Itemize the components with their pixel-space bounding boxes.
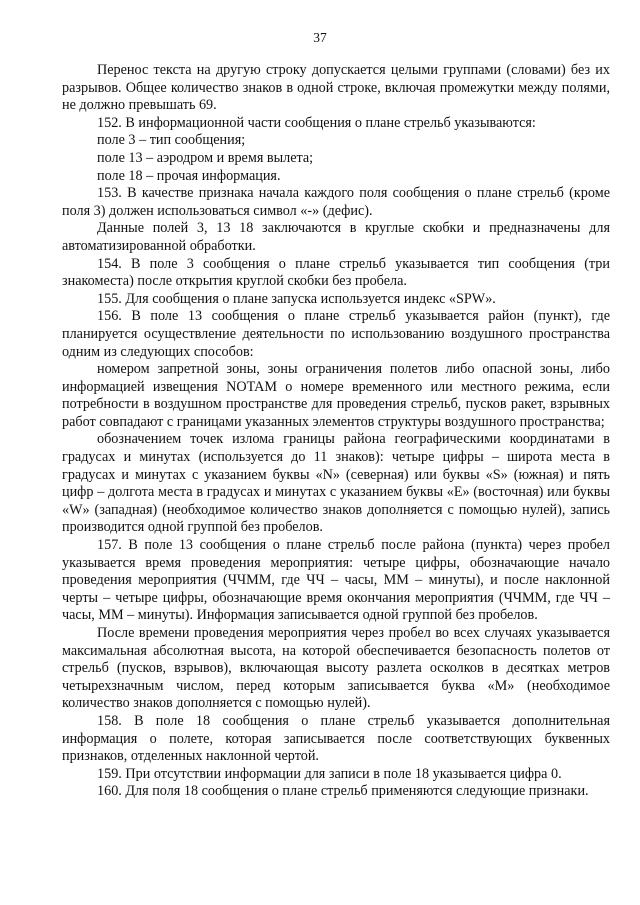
paragraph-line-wrap-rule: Перенос текста на другую строку допускается целыми группами (словами) без их разрывов. Общее количество знаков в одной строке, включая промежутки между полями, не должно превышать 69.	[62, 62, 610, 114]
paragraph-coordinates-method: обозначением точек излома границы района географическими координатами в градусах и минутах (используется до 11 знаков): четыре цифры – широта места в градусах и минутах с указанием буквы «N» (северная) или буквы «S» (южная) и пять цифр – долгота места в градусах и минутах с указанием буквы «E» (восточная) или буквы «W» (западная) (необходимое количество знаков дополняется с помощью нулей), запись производится одной группой без пробелов.	[62, 431, 610, 536]
list-item-field-13: поле 13 – аэродром и время вылета;	[97, 149, 314, 166]
paragraph-159: 159. При отсутствии информации для записи в поле 18 указывается цифра 0.	[97, 765, 562, 782]
paragraph-153: 153. В качестве признака начала каждого поля сообщения о плане стрельб (кроме поля 3) должен использоваться символ «-» (дефис).	[62, 185, 610, 219]
document-body	[62, 62, 610, 801]
paragraph-152: 152. В информационной части сообщения о плане стрельб указываются:	[97, 114, 536, 131]
paragraph-154: 154. В поле 3 сообщения о плане стрельб указывается тип сообщения (три знакоместа) после открытия круглой скобки без пробела.	[62, 255, 610, 290]
paragraph-fields-brackets: Данные полей 3, 13 18 заключаются в круглые скобки и предназначены для автоматизированной обработки.	[62, 220, 610, 254]
paragraph-157: 157. В поле 13 сообщения о плане стрельб после района (пункта) через пробел указывается время проведения мероприятия: четыре цифры, обозначающие начало проведения мероприятия (ЧЧММ, где ЧЧ – часы, ММ – минуты), и после наклонной черты – четыре цифры, обозначающие время окончания мероприятия (ЧЧММ, где ЧЧ – часы, ММ – минуты). Информация записывается одной группой без пробелов.	[62, 537, 610, 624]
list-item-field-3: поле 3 – тип сообщения;	[97, 132, 246, 149]
paragraph-160: 160. Для поля 18 сообщения о плане стрельб применяются следующие признаки.	[97, 783, 589, 800]
paragraph-158: 158. В поле 18 сообщения о плане стрельб указывается дополнительная информация о полете, которая записывается после соответствующих буквенных признаков, отделенных наклонной чертой.	[62, 712, 610, 765]
list-item-field-18: поле 18 – прочая информация.	[97, 167, 281, 184]
paragraph-max-altitude: После времени проведения мероприятия через пробел во всех случаях указывается максимальная абсолютная высота, на которой обеспечивается безопасность полетов от стрельб (пусков, взрывов), включающая высоту разлета осколков в десятках метров четырехзначным числом, перед которым записывается буква «М» (необходимое количество знаков дополняется с помощью нулей).	[62, 625, 610, 712]
paragraph-156: 156. В поле 13 сообщения о плане стрельб указывается район (пункт), где планируется осуществление деятельности по использованию воздушного пространства одним из следующих способов:	[62, 308, 610, 360]
paragraph-zone-method: номером запретной зоны, зоны ограничения полетов либо опасной зоны, либо информацией извещения NOTAM о номере временного или местного режима, если потребности в воздушном пространстве для проведения стрельб, пусков ракет, взрывных работ совпадают с границами указанных элементов структуры воздушного пространства;	[62, 361, 610, 430]
paragraph-155: 155. Для сообщения о плане запуска используется индекс «SPW».	[97, 290, 496, 307]
page-number: 37	[313, 30, 327, 45]
